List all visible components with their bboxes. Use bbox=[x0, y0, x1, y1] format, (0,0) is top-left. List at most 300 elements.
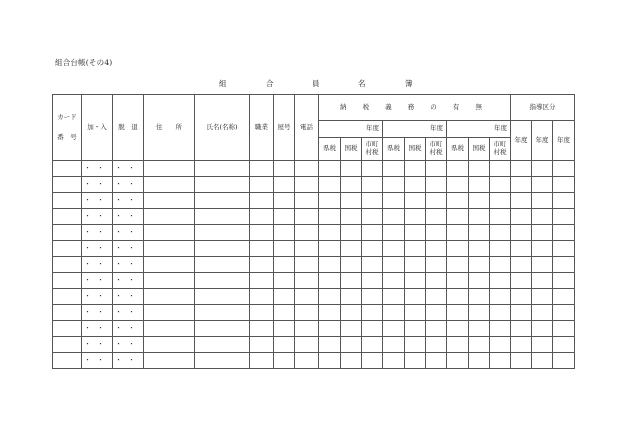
table-cell[interactable] bbox=[274, 289, 295, 305]
table-cell[interactable] bbox=[250, 257, 274, 273]
join-date-cell[interactable]: ・・ bbox=[82, 337, 113, 353]
table-cell[interactable] bbox=[383, 337, 405, 353]
table-cell[interactable] bbox=[341, 273, 362, 289]
table-cell[interactable] bbox=[319, 289, 341, 305]
header-prefectural-tax: 県税 bbox=[383, 138, 405, 161]
table-cell[interactable] bbox=[469, 273, 490, 289]
table-cell[interactable] bbox=[250, 193, 274, 209]
table-cell[interactable] bbox=[250, 177, 274, 193]
table-row bbox=[53, 241, 575, 257]
table-row bbox=[53, 209, 575, 225]
table-cell[interactable] bbox=[274, 161, 295, 177]
table-cell[interactable] bbox=[195, 225, 250, 241]
join-date-cell[interactable]: ・・ bbox=[82, 193, 113, 209]
table-cell[interactable] bbox=[490, 193, 511, 209]
table-cell[interactable] bbox=[511, 161, 532, 177]
table-cell[interactable] bbox=[469, 241, 490, 257]
table-cell[interactable] bbox=[362, 241, 383, 257]
join-date-cell[interactable]: ・・ bbox=[82, 257, 113, 273]
table-cell[interactable] bbox=[295, 305, 319, 321]
table-cell[interactable] bbox=[532, 305, 553, 321]
table-cell[interactable] bbox=[295, 241, 319, 257]
table-cell[interactable] bbox=[144, 193, 195, 209]
table-cell[interactable] bbox=[144, 289, 195, 305]
header-municipal-tax-line-2: 村税 bbox=[429, 148, 443, 156]
header-trade-name: 屋号 bbox=[274, 95, 295, 161]
table-row bbox=[53, 353, 575, 369]
table-cell[interactable] bbox=[195, 257, 250, 273]
leave-date-cell[interactable]: ・・ bbox=[113, 337, 144, 353]
table-cell[interactable] bbox=[53, 161, 82, 177]
table-cell[interactable] bbox=[490, 305, 511, 321]
table-cell[interactable] bbox=[295, 321, 319, 337]
table-cell[interactable] bbox=[405, 305, 426, 321]
table-cell[interactable] bbox=[53, 257, 82, 273]
table-cell[interactable] bbox=[295, 353, 319, 369]
table-cell[interactable] bbox=[447, 225, 469, 241]
table-cell[interactable] bbox=[511, 289, 532, 305]
table-cell[interactable] bbox=[553, 321, 575, 337]
header-card-number bbox=[53, 95, 82, 161]
table-cell[interactable] bbox=[274, 193, 295, 209]
table-cell[interactable] bbox=[383, 353, 405, 369]
table-cell[interactable] bbox=[405, 289, 426, 305]
table-cell[interactable] bbox=[195, 193, 250, 209]
table-cell[interactable] bbox=[383, 161, 405, 177]
table-row bbox=[53, 305, 575, 321]
table-cell[interactable] bbox=[295, 257, 319, 273]
table-cell[interactable] bbox=[426, 225, 447, 241]
table-cell[interactable] bbox=[532, 161, 553, 177]
title-char: 組 bbox=[219, 79, 227, 88]
table-cell[interactable] bbox=[490, 177, 511, 193]
table-cell[interactable] bbox=[469, 161, 490, 177]
table-cell[interactable] bbox=[319, 241, 341, 257]
table-cell[interactable] bbox=[383, 193, 405, 209]
page-caption: 組合台帳(その4) bbox=[55, 58, 113, 67]
table-cell[interactable] bbox=[511, 193, 532, 209]
table-cell[interactable] bbox=[469, 305, 490, 321]
table-cell[interactable] bbox=[532, 177, 553, 193]
table-cell[interactable] bbox=[553, 241, 575, 257]
table-cell[interactable] bbox=[341, 289, 362, 305]
leave-date-cell[interactable]: ・・ bbox=[113, 289, 144, 305]
table-cell[interactable] bbox=[319, 337, 341, 353]
header-prefectural-tax: 県税 bbox=[319, 138, 341, 161]
table-cell[interactable] bbox=[53, 193, 82, 209]
table-cell[interactable] bbox=[362, 161, 383, 177]
member-roster-table bbox=[52, 94, 575, 369]
table-cell[interactable] bbox=[553, 353, 575, 369]
table-cell[interactable] bbox=[53, 225, 82, 241]
table-row bbox=[53, 161, 575, 177]
table-cell[interactable] bbox=[274, 353, 295, 369]
leave-date-cell[interactable]: ・・ bbox=[113, 225, 144, 241]
table-cell[interactable] bbox=[553, 305, 575, 321]
header-phone: 電話 bbox=[295, 95, 319, 161]
join-date-cell[interactable]: ・・ bbox=[82, 353, 113, 369]
table-cell[interactable] bbox=[447, 321, 469, 337]
table-cell[interactable] bbox=[511, 241, 532, 257]
header-occupation: 職業 bbox=[250, 95, 274, 161]
table-cell[interactable] bbox=[144, 225, 195, 241]
table-cell[interactable] bbox=[405, 177, 426, 193]
table-cell[interactable] bbox=[53, 273, 82, 289]
table-cell[interactable] bbox=[553, 193, 575, 209]
table-cell[interactable] bbox=[447, 177, 469, 193]
leave-date-cell[interactable]: ・・ bbox=[113, 161, 144, 177]
table-cell[interactable] bbox=[405, 321, 426, 337]
table-cell[interactable] bbox=[362, 177, 383, 193]
title-char: 員 bbox=[312, 79, 320, 88]
table-cell[interactable] bbox=[362, 273, 383, 289]
table-cell[interactable] bbox=[274, 273, 295, 289]
table-cell[interactable] bbox=[362, 289, 383, 305]
table-row bbox=[53, 337, 575, 353]
table-cell[interactable] bbox=[490, 289, 511, 305]
table-cell[interactable] bbox=[53, 321, 82, 337]
table-cell[interactable] bbox=[362, 257, 383, 273]
table-cell[interactable] bbox=[195, 305, 250, 321]
header-municipal-tax-line-1: 市町 bbox=[493, 140, 507, 149]
table-cell[interactable] bbox=[532, 225, 553, 241]
join-date-cell[interactable]: ・・ bbox=[82, 305, 113, 321]
table-cell[interactable] bbox=[319, 193, 341, 209]
table-cell[interactable] bbox=[319, 161, 341, 177]
leave-date-cell[interactable]: ・・ bbox=[113, 273, 144, 289]
table-cell[interactable] bbox=[426, 321, 447, 337]
table-cell[interactable] bbox=[469, 321, 490, 337]
header-leave: 脱 退 bbox=[113, 95, 144, 161]
title-char: 名 bbox=[358, 79, 366, 88]
title-char: 簿 bbox=[405, 79, 413, 88]
table-cell[interactable] bbox=[532, 337, 553, 353]
table-cell[interactable] bbox=[469, 225, 490, 241]
table-cell[interactable] bbox=[295, 161, 319, 177]
table-cell[interactable] bbox=[469, 257, 490, 273]
table-cell[interactable] bbox=[383, 305, 405, 321]
table-cell[interactable] bbox=[405, 241, 426, 257]
table-cell[interactable] bbox=[319, 305, 341, 321]
table-cell[interactable] bbox=[250, 305, 274, 321]
leave-date-cell[interactable]: ・・ bbox=[113, 241, 144, 257]
table-cell[interactable] bbox=[469, 193, 490, 209]
table-cell[interactable] bbox=[319, 257, 341, 273]
table-cell[interactable] bbox=[511, 353, 532, 369]
table-cell[interactable] bbox=[362, 225, 383, 241]
table-cell[interactable] bbox=[295, 337, 319, 353]
table-cell[interactable] bbox=[274, 209, 295, 225]
table-cell[interactable] bbox=[383, 241, 405, 257]
table-cell[interactable] bbox=[362, 353, 383, 369]
leave-date-cell[interactable]: ・・ bbox=[113, 257, 144, 273]
table-cell[interactable] bbox=[250, 321, 274, 337]
table-cell[interactable] bbox=[250, 273, 274, 289]
table-cell[interactable] bbox=[53, 337, 82, 353]
table-cell[interactable] bbox=[511, 209, 532, 225]
table-cell[interactable] bbox=[447, 353, 469, 369]
table-cell[interactable] bbox=[341, 225, 362, 241]
table-cell[interactable] bbox=[383, 257, 405, 273]
table-cell[interactable] bbox=[195, 321, 250, 337]
table-cell[interactable] bbox=[405, 257, 426, 273]
table-cell[interactable] bbox=[295, 177, 319, 193]
table-cell[interactable] bbox=[362, 321, 383, 337]
table-cell[interactable] bbox=[553, 225, 575, 241]
table-cell[interactable] bbox=[362, 305, 383, 321]
leave-date-cell[interactable]: ・・ bbox=[113, 321, 144, 337]
table-cell[interactable] bbox=[532, 273, 553, 289]
table-cell[interactable] bbox=[511, 177, 532, 193]
header-tax-year-2: 年度 bbox=[383, 121, 447, 138]
table-cell[interactable] bbox=[53, 177, 82, 193]
table-cell[interactable] bbox=[532, 353, 553, 369]
table-cell[interactable] bbox=[341, 305, 362, 321]
table-cell[interactable] bbox=[490, 225, 511, 241]
table-cell[interactable] bbox=[383, 273, 405, 289]
table-cell[interactable] bbox=[426, 177, 447, 193]
table-row bbox=[53, 273, 575, 289]
header-guidance: 指導区分 bbox=[511, 95, 575, 121]
table-cell[interactable] bbox=[553, 257, 575, 273]
table-cell[interactable] bbox=[250, 209, 274, 225]
table-cell[interactable] bbox=[250, 337, 274, 353]
table-cell[interactable] bbox=[341, 241, 362, 257]
table-cell[interactable] bbox=[405, 337, 426, 353]
leave-date-cell[interactable]: ・・ bbox=[113, 305, 144, 321]
table-cell[interactable] bbox=[362, 209, 383, 225]
table-cell[interactable] bbox=[490, 353, 511, 369]
table-cell[interactable] bbox=[250, 161, 274, 177]
header-municipal-tax-line-2: 村税 bbox=[365, 148, 379, 156]
join-date-cell[interactable]: ・・ bbox=[82, 209, 113, 225]
table-cell[interactable] bbox=[195, 177, 250, 193]
header-municipal-tax-line-2: 村税 bbox=[493, 148, 507, 156]
join-date-cell[interactable]: ・・ bbox=[82, 161, 113, 177]
table-cell[interactable] bbox=[511, 225, 532, 241]
table-cell[interactable] bbox=[426, 289, 447, 305]
header-prefectural-tax: 県税 bbox=[447, 138, 469, 161]
table-cell[interactable] bbox=[383, 209, 405, 225]
table-cell[interactable] bbox=[426, 209, 447, 225]
table-cell[interactable] bbox=[553, 161, 575, 177]
table-cell[interactable] bbox=[319, 177, 341, 193]
header-tax-obligation: 納 税 義 務 の 有 無 bbox=[319, 95, 511, 121]
table-cell[interactable] bbox=[447, 193, 469, 209]
table-cell[interactable] bbox=[469, 337, 490, 353]
table-cell[interactable] bbox=[250, 353, 274, 369]
table-cell[interactable] bbox=[426, 161, 447, 177]
header-guidance-year-1: 年度 bbox=[511, 121, 532, 161]
table-cell[interactable] bbox=[144, 337, 195, 353]
table-cell[interactable] bbox=[511, 337, 532, 353]
table-cell[interactable] bbox=[319, 209, 341, 225]
table-cell[interactable] bbox=[144, 305, 195, 321]
table-cell[interactable] bbox=[490, 321, 511, 337]
table-cell[interactable] bbox=[532, 209, 553, 225]
join-date-cell[interactable]: ・・ bbox=[82, 321, 113, 337]
table-cell[interactable] bbox=[53, 289, 82, 305]
header-municipal-tax bbox=[362, 138, 383, 161]
header-card-number-bottom: 番 号 bbox=[57, 132, 77, 141]
table-cell[interactable] bbox=[341, 161, 362, 177]
table-cell[interactable] bbox=[144, 321, 195, 337]
table-cell[interactable] bbox=[319, 225, 341, 241]
table-cell[interactable] bbox=[469, 209, 490, 225]
table-cell[interactable] bbox=[553, 337, 575, 353]
table-cell[interactable] bbox=[532, 257, 553, 273]
table-cell[interactable] bbox=[426, 241, 447, 257]
table-cell[interactable] bbox=[511, 257, 532, 273]
leave-date-cell[interactable]: ・・ bbox=[113, 177, 144, 193]
table-cell[interactable] bbox=[426, 305, 447, 321]
table-cell[interactable] bbox=[195, 161, 250, 177]
table-cell[interactable] bbox=[362, 337, 383, 353]
table-cell[interactable] bbox=[447, 305, 469, 321]
table-cell[interactable] bbox=[405, 225, 426, 241]
table-cell[interactable] bbox=[469, 177, 490, 193]
join-date-cell[interactable]: ・・ bbox=[82, 289, 113, 305]
header-national-tax: 国税 bbox=[405, 138, 426, 161]
title-char: 合 bbox=[266, 79, 274, 88]
table-cell[interactable] bbox=[447, 289, 469, 305]
header-guidance-year-3: 年度 bbox=[553, 121, 575, 161]
table-cell[interactable] bbox=[447, 273, 469, 289]
table-cell[interactable] bbox=[53, 209, 82, 225]
table-cell[interactable] bbox=[195, 209, 250, 225]
table-cell[interactable] bbox=[426, 257, 447, 273]
table-cell[interactable] bbox=[295, 273, 319, 289]
leave-date-cell[interactable]: ・・ bbox=[113, 209, 144, 225]
table-cell[interactable] bbox=[195, 241, 250, 257]
table-cell[interactable] bbox=[319, 353, 341, 369]
table-cell[interactable] bbox=[144, 273, 195, 289]
table-cell[interactable] bbox=[383, 321, 405, 337]
table-cell[interactable] bbox=[295, 209, 319, 225]
table-cell[interactable] bbox=[195, 289, 250, 305]
table-cell[interactable] bbox=[553, 289, 575, 305]
table-cell[interactable] bbox=[341, 353, 362, 369]
leave-date-cell[interactable]: ・・ bbox=[113, 353, 144, 369]
table-cell[interactable] bbox=[511, 305, 532, 321]
table-cell[interactable] bbox=[341, 209, 362, 225]
table-cell[interactable] bbox=[383, 289, 405, 305]
table-cell[interactable] bbox=[274, 177, 295, 193]
table-cell[interactable] bbox=[553, 273, 575, 289]
table-cell[interactable] bbox=[426, 353, 447, 369]
join-date-cell[interactable]: ・・ bbox=[82, 177, 113, 193]
table-cell[interactable] bbox=[490, 241, 511, 257]
join-date-cell[interactable]: ・・ bbox=[82, 273, 113, 289]
table-cell[interactable] bbox=[532, 193, 553, 209]
table-cell[interactable] bbox=[383, 177, 405, 193]
table-cell[interactable] bbox=[144, 161, 195, 177]
join-date-cell[interactable]: ・・ bbox=[82, 241, 113, 257]
table-cell[interactable] bbox=[274, 305, 295, 321]
table-cell[interactable] bbox=[405, 193, 426, 209]
header-name: 氏名(名称) bbox=[195, 95, 250, 161]
table-cell[interactable] bbox=[274, 321, 295, 337]
table-cell[interactable] bbox=[447, 209, 469, 225]
document-title bbox=[0, 78, 630, 90]
table-cell[interactable] bbox=[405, 273, 426, 289]
table-cell[interactable] bbox=[405, 353, 426, 369]
table-cell[interactable] bbox=[250, 225, 274, 241]
table-cell[interactable] bbox=[319, 321, 341, 337]
table-cell[interactable] bbox=[250, 241, 274, 257]
table-cell[interactable] bbox=[553, 177, 575, 193]
table-cell[interactable] bbox=[250, 289, 274, 305]
table-cell[interactable] bbox=[362, 193, 383, 209]
table-cell[interactable] bbox=[144, 177, 195, 193]
table-cell[interactable] bbox=[447, 257, 469, 273]
table-cell[interactable] bbox=[426, 337, 447, 353]
table-cell[interactable] bbox=[469, 353, 490, 369]
table-cell[interactable] bbox=[319, 273, 341, 289]
join-date-cell[interactable]: ・・ bbox=[82, 225, 113, 241]
table-cell[interactable] bbox=[511, 273, 532, 289]
table-cell[interactable] bbox=[553, 209, 575, 225]
table-cell[interactable] bbox=[274, 337, 295, 353]
table-cell[interactable] bbox=[144, 257, 195, 273]
table-cell[interactable] bbox=[274, 241, 295, 257]
table-cell[interactable] bbox=[144, 353, 195, 369]
table-cell[interactable] bbox=[295, 193, 319, 209]
table-cell[interactable] bbox=[53, 305, 82, 321]
table-cell[interactable] bbox=[426, 273, 447, 289]
table-cell[interactable] bbox=[511, 321, 532, 337]
table-cell[interactable] bbox=[469, 289, 490, 305]
table-cell[interactable] bbox=[295, 225, 319, 241]
table-cell[interactable] bbox=[447, 161, 469, 177]
table-cell[interactable] bbox=[490, 209, 511, 225]
table-cell[interactable] bbox=[341, 177, 362, 193]
table-cell[interactable] bbox=[447, 241, 469, 257]
table-cell[interactable] bbox=[383, 225, 405, 241]
table-cell[interactable] bbox=[490, 161, 511, 177]
table-cell[interactable] bbox=[341, 337, 362, 353]
table-cell[interactable] bbox=[195, 273, 250, 289]
table-cell[interactable] bbox=[341, 257, 362, 273]
table-cell[interactable] bbox=[144, 209, 195, 225]
table-cell[interactable] bbox=[490, 257, 511, 273]
table-cell[interactable] bbox=[490, 337, 511, 353]
table-cell[interactable] bbox=[405, 161, 426, 177]
table-cell[interactable] bbox=[341, 321, 362, 337]
table-cell[interactable] bbox=[532, 241, 553, 257]
leave-date-cell[interactable]: ・・ bbox=[113, 193, 144, 209]
table-cell[interactable] bbox=[53, 241, 82, 257]
table-row bbox=[53, 225, 575, 241]
table-cell[interactable] bbox=[532, 321, 553, 337]
table-cell[interactable] bbox=[295, 289, 319, 305]
header-guidance-year-2: 年度 bbox=[532, 121, 553, 161]
table-cell[interactable] bbox=[53, 353, 82, 369]
table-cell[interactable] bbox=[447, 337, 469, 353]
table-cell[interactable] bbox=[426, 193, 447, 209]
table-cell[interactable] bbox=[405, 209, 426, 225]
table-cell[interactable] bbox=[274, 225, 295, 241]
table-cell[interactable] bbox=[195, 353, 250, 369]
header-municipal-tax bbox=[490, 138, 511, 161]
table-cell[interactable] bbox=[341, 193, 362, 209]
table-cell[interactable] bbox=[144, 241, 195, 257]
table-cell[interactable] bbox=[195, 337, 250, 353]
table-row bbox=[53, 257, 575, 273]
table-cell[interactable] bbox=[532, 289, 553, 305]
table-cell[interactable] bbox=[490, 273, 511, 289]
table-cell[interactable] bbox=[274, 257, 295, 273]
